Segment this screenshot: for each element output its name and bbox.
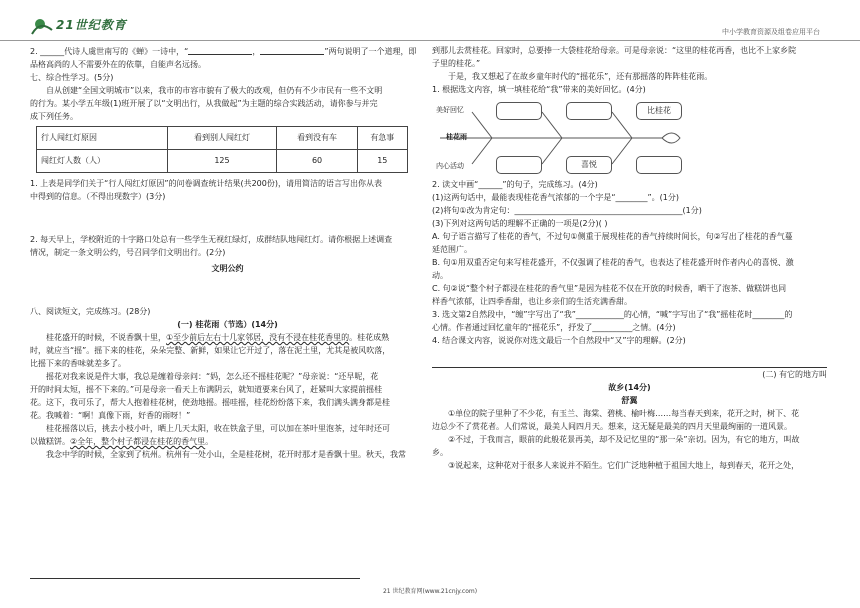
passage-2-author: 舒翼	[621, 396, 638, 405]
option-b-cont: 动。	[432, 271, 448, 280]
box-top: 比桂花	[636, 102, 682, 120]
question-8-2-2: (2)将句①改为肯定句：__________________________________________(1分)	[432, 206, 702, 215]
fishbone-lines	[432, 98, 822, 176]
question-8-3: 3. 选文第2自然段中，“缠”字写出了“我”____________的心情，“喊”字写出了“我”摇桂花时________的	[432, 310, 793, 319]
question-7-2-cont: 品格高尚的人不需要外在的依靠，自能声名远扬。	[30, 60, 206, 69]
passage-1-line: 花。我喊着：“啊！真像下雨，好香的雨呀！”	[30, 411, 191, 420]
footer-rule	[30, 578, 360, 579]
passage-1-line: 时，就应当“摇”。摇下来的桂花，朵朵完整、新鲜，如果让它开过了，落在泥土里，尤其是被风吹落，	[30, 346, 391, 355]
question-8-4: 4. 结合课文内容，说说你对选文最后一个自然段中“又”字的理解。(2分)	[432, 336, 686, 345]
passage-2-para: ①单位的院子里种了不少花，有玉兰、海棠、碧桃、榆叶梅……每当春天到来，花开之时，树下、花	[448, 409, 800, 418]
passage-1-para: 我念中学的时候，全家到了杭州。杭州有一处小山，全是桂花树，花开时那才是香飘十里。秋天，我常	[46, 450, 406, 459]
marked-sentence-1: ①至少前后左右十几家邻居，没有不浸在桂花香里的	[166, 333, 350, 342]
center-label: 桂花雨	[446, 133, 467, 141]
option-a-cont: 延范围广。	[432, 245, 472, 254]
answer-box[interactable]	[566, 102, 612, 120]
answer-box[interactable]	[496, 156, 542, 174]
answer-box[interactable]	[636, 156, 682, 174]
option-c: C. 句②说“整个村子都浸在桂花的香气里”是因为桂花不仅在开放的时候香，晒干了泡茶、做糕饼也同	[432, 284, 787, 293]
option-c-cont: 样香气浓郁，让四季香甜，也让乡亲们的生活充满香甜。	[432, 297, 632, 306]
passage-1-title: (一) 桂花雨（节选）(14分)	[177, 320, 278, 329]
passage-1-line: 子里的桂花。”	[432, 59, 481, 68]
left-column	[30, 46, 425, 463]
passage-1-line: 花。这下，我可乐了，帮大人抱着桂花树，使劲地摇。摇哇摇，桂花纷纷落下来，我们满头满身都是桂	[30, 398, 390, 407]
question-7-q1: 1. 上表是同学们关于“行人闯红灯原因”的问卷调查统计结果(共200份)，请用简洁的语言写出你从表	[30, 179, 382, 188]
passage-2-line: 乡。	[432, 448, 448, 457]
passage-1-para: 桂花摇落以后，挑去小枝小叶，晒上几天太阳，收在铁盒子里，可以加在茶叶里泡茶，过年时还可	[46, 424, 390, 433]
section-7-title: 七、综合性学习。(5分)	[30, 73, 114, 82]
right-column	[432, 46, 827, 474]
passage-2-line: 边总少不了赏花者。人们常说，最美人间四月天。想来，这无疑是最美的四月天里最绚丽的一道风景。	[432, 422, 792, 431]
section-7-intro: 自从创建“全国文明城市”以来，我市的市容市貌有了极大的改观，但仍有不少市民有一些不文明	[46, 86, 383, 95]
answer-box[interactable]	[496, 102, 542, 120]
table-header-cell: 行人闯红灯原因	[37, 127, 168, 150]
table-row-label: 闯红灯人数（人）	[37, 150, 168, 173]
question-8-3-cont: 心情。作者通过回忆童年的“摇花乐”，抒发了__________之情。(4分)	[432, 323, 676, 332]
question-7-q2: 2. 每天早上，学校附近的十字路口处总有一些学生无视红绿灯，成群结队地闯红灯。请你根据上述调查	[30, 235, 393, 244]
platform-name: 中小学教育资源及组卷应用平台	[722, 28, 820, 36]
option-a: A. 句子语言描写了桂花的香气，不过句①侧重于展现桂花的香气持续时间长，句②写出了桂花的香气蔓	[432, 232, 793, 241]
table-header-cell: 看到没有车	[277, 127, 357, 150]
answer-space	[432, 349, 827, 367]
passage-1-para: 摇花对我来说是件大事，我总是缠着母亲问：“妈，怎么还不摇桂花呢？”母亲说：“还早呢，花	[46, 372, 379, 381]
passage-2-title: 故乡(14分)	[608, 383, 651, 392]
convention-title: 文明公约	[211, 264, 244, 273]
question-8-2: 2. 读文中画“______”的句子，完成练习。(4分)	[432, 180, 598, 189]
section-divider	[432, 367, 827, 368]
answer-space	[30, 277, 425, 307]
passage-2-para: ②不过，于我而言，眼前的此般花景再美，却不及记忆里的“那一朵”亲切。因为，有它的地方，叫故	[448, 435, 800, 444]
question-7-q2-cont: 情况，制定一条文明公约，号召同学们文明出行。(2分)	[30, 248, 226, 257]
passage-1-line: 比摇下来的香味就差多了。	[30, 359, 126, 368]
option-b: B. 句①用双重否定句来写桂花盛开，不仅强调了桂花的香气，也表达了桂花盛开时作者内心的喜悦、激	[432, 258, 794, 267]
passage-1-line: 以做糕饼。②全年，整个村子都浸在桂花的香气里。	[30, 437, 214, 446]
logo-text: 21世纪教育	[56, 18, 127, 32]
passage-1-para: 于是，我又想起了在故乡童年时代的“摇花乐”，还有那摇落的阵阵桂花雨。	[448, 72, 713, 81]
memory-label: 美好回忆	[436, 106, 464, 114]
page-header	[0, 0, 860, 41]
table-cell: 125	[167, 150, 277, 173]
passage-1-line: 开的时间太短，摇不下来的。”可是母亲一看天上布满阴云，就知道要来台风了，赶紧叫大家提前摇桂	[30, 385, 383, 394]
passage-2-header: (二) 有它的地方叫	[762, 370, 827, 379]
answer-space	[30, 205, 425, 235]
section-7-intro-2: 的行为。某小学五年级(1)班开展了以“文明出行，从我做起”为主题的综合实践活动，请你参与并完	[30, 99, 378, 108]
question-8-1: 1. 根据选文内容，填一填桂花给“我”带来的美好回忆。(4分)	[432, 85, 646, 94]
table-cell: 60	[277, 150, 357, 173]
table-header-cell: 有急事	[357, 127, 407, 150]
page-footer: 21 世纪教育网(www.21cnjy.com)	[382, 588, 478, 595]
passage-1-para: 桂花盛开的时候，不说香飘十里，①至少前后左右十几家邻居，没有不浸在桂花香里的。桂花成熟	[46, 333, 390, 342]
question-8-2-3: (3)下列对这两句话的理解不正确的一项是(2分)( )	[432, 219, 608, 228]
question-8-2-1: (1)这两句话中，最能表现桂花香气浓郁的一个字是“________”。(1分)	[432, 193, 679, 202]
table-row	[37, 150, 408, 173]
marked-sentence-2: ②全年，整个村子都浸在桂花的香气里	[70, 437, 206, 446]
feeling-label: 内心活动	[436, 162, 464, 170]
passage-1-line: 到那儿去赏桂花。回家时，总要捧一大袋桂花给母亲。可是母亲说：“这里的桂花再香，也比不上家乡院	[432, 46, 797, 55]
passage-2-para: ③说起来，这种花对于很多人来说并不陌生。它们广泛地种植于祖国大地上，每到春天，花开之处，	[448, 461, 800, 470]
table-header-cell: 看到别人闯红灯	[167, 127, 277, 150]
fishbone-diagram	[432, 98, 822, 176]
table-cell: 15	[357, 150, 407, 173]
box-bottom: 喜悦	[566, 156, 612, 174]
question-7-q1-cont: 中得到的信息。（不得出现数字）(3分)	[30, 192, 166, 201]
section-7-intro-3: 成下列任务。	[30, 112, 78, 121]
survey-table	[36, 126, 408, 173]
table-header-row	[37, 127, 408, 150]
question-7-2: 2. ______代诗人虞世南写的《蝉》一诗中，“ ， ”两句说明了一个道理，即	[30, 47, 417, 56]
section-8-title: 八、阅读短文，完成练习。(28分)	[30, 307, 151, 316]
